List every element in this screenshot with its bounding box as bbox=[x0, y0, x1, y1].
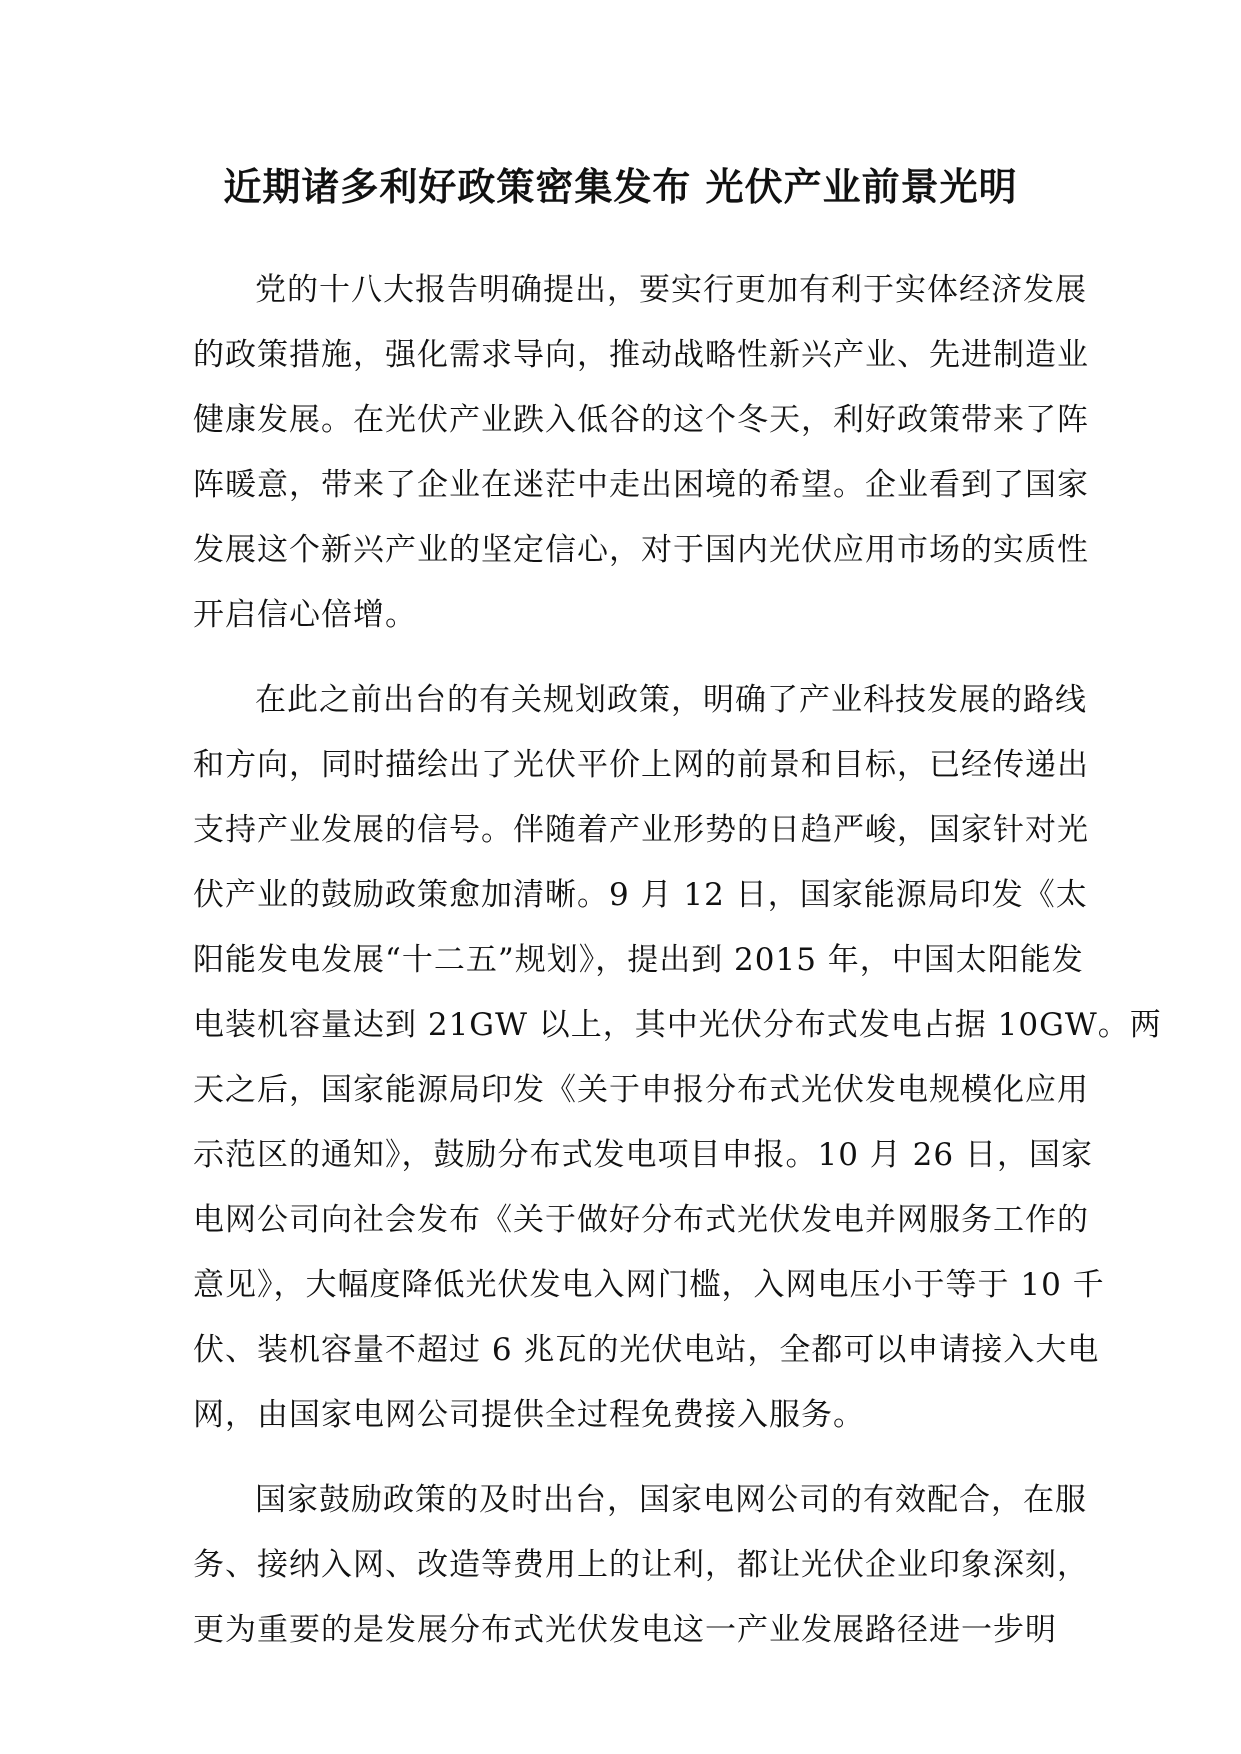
paragraph-line: 在此之前出台的有关规划政策，明确了产业科技发展的路线 bbox=[255, 682, 1087, 718]
document-body bbox=[193, 258, 1162, 1683]
paragraph-line: 支持产业发展的信号。伴随着产业形势的日趋严峻，国家针对光 bbox=[193, 812, 1089, 848]
paragraph-line: 伏、装机容量不超过 6 兆瓦的光伏电站，全都可以申请接入大电 bbox=[193, 1332, 1100, 1368]
document-title: 近期诸多利好政策密集发布 光伏产业前景光明 bbox=[223, 164, 1018, 209]
paragraph-line: 国家鼓励政策的及时出台，国家电网公司的有效配合，在服 bbox=[255, 1482, 1087, 1518]
paragraph bbox=[193, 668, 1162, 1448]
paragraph-line: 和方向，同时描绘出了光伏平价上网的前景和目标，已经传递出 bbox=[193, 747, 1089, 783]
paragraph-line: 天之后，国家能源局印发《关于申报分布式光伏发电规模化应用 bbox=[193, 1072, 1089, 1108]
paragraph-line: 党的十八大报告明确提出，要实行更加有利于实体经济发展 bbox=[255, 272, 1087, 308]
paragraph-line: 伏产业的鼓励政策愈加清晰。9 月 12 日，国家能源局印发《太 bbox=[193, 877, 1088, 913]
paragraph-line: 的政策措施，强化需求导向，推动战略性新兴产业、先进制造业 bbox=[193, 337, 1089, 373]
paragraph bbox=[193, 258, 1089, 648]
paragraph-line: 示范区的通知》，鼓励分布式发电项目申报。10 月 26 日，国家 bbox=[193, 1137, 1093, 1173]
paragraph-line: 意见》，大幅度降低光伏发电入网门槛，入网电压小于等于 10 千 bbox=[193, 1267, 1105, 1303]
paragraph-line: 电装机容量达到 21GW 以上，其中光伏分布式发电占据 10GW。两 bbox=[193, 1007, 1162, 1043]
paragraph-line: 发展这个新兴产业的坚定信心，对于国内光伏应用市场的实质性 bbox=[193, 532, 1089, 568]
paragraph-line: 阳能发电发展“十二五”规划》，提出到 2015 年，中国太阳能发 bbox=[193, 942, 1084, 978]
paragraph-line: 开启信心倍增。 bbox=[193, 597, 417, 633]
paragraph bbox=[193, 1468, 1089, 1663]
paragraph-line: 阵暖意，带来了企业在迷茫中走出困境的希望。企业看到了国家 bbox=[193, 467, 1089, 503]
paragraph-line: 务、接纳入网、改造等费用上的让利，都让光伏企业印象深刻， bbox=[193, 1547, 1089, 1583]
paragraph-line: 电网公司向社会发布《关于做好分布式光伏发电并网服务工作的 bbox=[193, 1202, 1089, 1238]
paragraph-line: 更为重要的是发展分布式光伏发电这一产业发展路径进一步明 bbox=[193, 1612, 1057, 1648]
paragraph-line: 健康发展。在光伏产业跌入低谷的这个冬天，利好政策带来了阵 bbox=[193, 402, 1089, 438]
paragraph-line: 网，由国家电网公司提供全过程免费接入服务。 bbox=[193, 1397, 865, 1433]
